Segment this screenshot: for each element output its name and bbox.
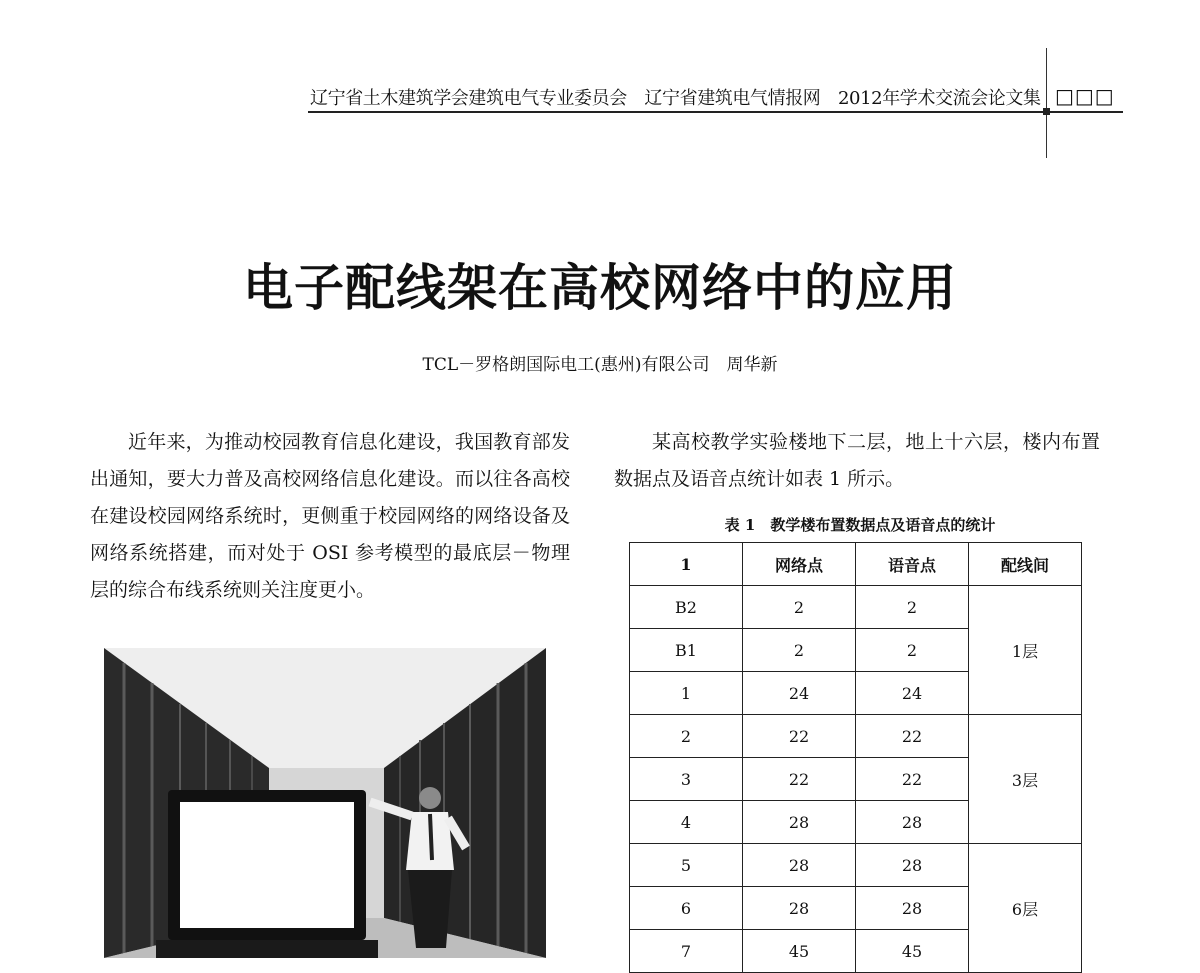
wiring-room-cell: 1层 bbox=[969, 586, 1082, 715]
floor-cell: 5 bbox=[630, 844, 743, 887]
points-table bbox=[629, 542, 1082, 973]
table-row bbox=[630, 715, 1082, 758]
floor-cell: B2 bbox=[630, 586, 743, 629]
table-header-row bbox=[630, 543, 1082, 586]
table-row bbox=[630, 586, 1082, 629]
header-vertical-rule bbox=[1046, 48, 1047, 158]
floor-cell: 4 bbox=[630, 801, 743, 844]
network-cell: 28 bbox=[743, 844, 856, 887]
network-cell: 24 bbox=[743, 672, 856, 715]
header-network: 网络点 bbox=[743, 543, 856, 586]
author-line: TCL－罗格朗国际电工(惠州)有限公司 周华新 bbox=[422, 355, 778, 375]
floor-cell: 7 bbox=[630, 930, 743, 973]
network-cell: 22 bbox=[743, 715, 856, 758]
article-title: 电子配线架在高校网络中的应用 bbox=[243, 259, 957, 317]
header-floor: 1 bbox=[630, 543, 743, 586]
voice-cell: 28 bbox=[856, 887, 969, 930]
wiring-room-cell: 6层 bbox=[969, 844, 1082, 973]
building-paragraph: 某高校教学实验楼地下二层，地上十六层，楼内布置数据点及语音点统计如表 1 所示。 bbox=[614, 431, 1100, 490]
voice-cell: 28 bbox=[856, 801, 969, 844]
network-cell: 2 bbox=[743, 586, 856, 629]
floor-cell: 3 bbox=[630, 758, 743, 801]
intro-paragraph: 近年来，为推动校园教育信息化建设，我国教育部发出通知，要大力普及高校网络信息化建设。而以往各高校在建设校园网络系统时，更侧重于校园网络的网络设备及网络系统搭建，而对处于 OSI 参考模型的最底层－物理层的综合布线系统则关注度更小。 bbox=[90, 431, 570, 601]
voice-cell: 22 bbox=[856, 758, 969, 801]
voice-cell: 2 bbox=[856, 586, 969, 629]
header-page-marks: □□□ bbox=[1055, 84, 1115, 108]
voice-cell: 24 bbox=[856, 672, 969, 715]
voice-cell: 22 bbox=[856, 715, 969, 758]
network-cell: 45 bbox=[743, 930, 856, 973]
running-header: 辽宁省土木建筑学会建筑电气专业委员会 辽宁省建筑电气情报网 2012年学术交流会论文集 bbox=[310, 88, 1041, 109]
voice-cell: 28 bbox=[856, 844, 969, 887]
datacenter-photo bbox=[104, 648, 546, 958]
network-cell: 28 bbox=[743, 801, 856, 844]
header-voice: 语音点 bbox=[856, 543, 969, 586]
table-caption: 表 1 教学楼布置数据点及语音点的统计 bbox=[724, 516, 996, 534]
floor-cell: 2 bbox=[630, 715, 743, 758]
floor-cell: 6 bbox=[630, 887, 743, 930]
floor-cell: B1 bbox=[630, 629, 743, 672]
table-row bbox=[630, 844, 1082, 887]
network-cell: 22 bbox=[743, 758, 856, 801]
voice-cell: 2 bbox=[856, 629, 969, 672]
floor-cell: 1 bbox=[630, 672, 743, 715]
header-rule-dot bbox=[1043, 108, 1050, 115]
network-cell: 2 bbox=[743, 629, 856, 672]
voice-cell: 45 bbox=[856, 930, 969, 973]
header-rule bbox=[308, 111, 1123, 113]
wiring-room-cell: 3层 bbox=[969, 715, 1082, 844]
network-cell: 28 bbox=[743, 887, 856, 930]
header-wiring-room: 配线间 bbox=[969, 543, 1082, 586]
